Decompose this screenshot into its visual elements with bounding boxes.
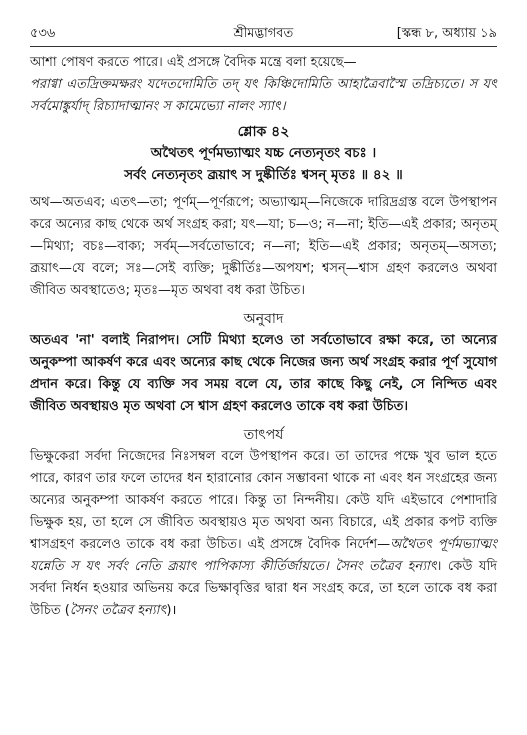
header-rule: [30, 46, 497, 47]
chapter-reference: [স্কন্ধ ৮, অধ্যায় ১৯: [396, 26, 497, 41]
purport-part-2: । কেউ যদি সর্বদা নির্ধন হওয়ার অভিনয় করে ভিক্ষাবৃত্তির দ্বারা ধন সংগ্রহ করে, তা হলে তাকে বধ করা উচিত (: [30, 559, 497, 618]
page-content: [30, 52, 497, 622]
purport-text: [30, 446, 497, 622]
page-number: ৫৩৬: [30, 26, 56, 41]
page-header: [30, 24, 497, 44]
purport-part-1: ভিক্ষুকেরা সর্বদা নিজেদের নিঃসম্বল বলে উপস্থাপন করে। তা তাদের পক্ষে খুব ভাল হতে পারে, কারণ তার ফলে তাদের ধন হারানোর কোন সম্ভাবনা থাকে না এবং ধন সংগ্রহের জন্য অন্যের অনুকম্পা আকর্ষণ করতে পারে। কিন্তু তা নিন্দনীয়। কেউ যদি এইভাবে পেশাদারি ভিক্ষুক হয়, তা হলে সে জীবিত অবস্থায়ও মৃত অথবা অন্য বিচারে, এই প্রকার কপট ব্যক্তি শ্বাসগ্রহণ করলেও তাকে বধ করা উচিত। এই প্রসঙ্গে বৈদিক নির্দেশ—: [30, 449, 497, 552]
book-title: শ্রীমদ্ভাগবত: [233, 26, 294, 41]
purport-part-3: )।: [166, 603, 177, 618]
purport-quote-2: সৈনং তত্রৈব হন্যাৎ: [69, 603, 167, 618]
translation-heading: অনুবাদ: [243, 311, 284, 327]
purport-vedic-quote: অথৈতৎ পূর্ণমভ্যাত্মং যন্নেতি স যৎ সর্বং নেতি ব্রূয়াৎ পাপিকাস্য কীর্তির্জায়তে। সৈনং তত্রৈব হন্যাৎ: [30, 537, 497, 574]
intro-paragraph: [30, 52, 497, 118]
word-synonyms: অথ—অতএব; এতৎ—তা; পূর্ণম্—পূর্ণরূপে; অভ্যাত্মম্—নিজেকে দারিদ্রগ্রস্ত বলে উপস্থাপন করে অন্যের কাছ থেকে অর্থ সংগ্রহ করা; যৎ—যা; চ—ও; ন—না; ইতি—এই প্রকার; অনৃতম্—মিথ্যা; বচঃ—বাক্য; সর্বম্—সর্বতোভাবে; ন—না; ইতি—এই প্রকার; অনৃতম্—অসত্য; ব্রূয়াৎ—যে বলে; সঃ—সেই ব্যক্তি; দুষ্কীর্তিঃ—অপযশ; শ্বসন্—শ্বাস গ্রহণ করলেও অথবা জীবিত অবস্থাতেও; মৃতঃ—মৃত অথবা বধ করা উচিত।: [30, 195, 497, 298]
translation-text: অতএব 'না' বলাই নিরাপদ। সেটি মিথ্যা হলেও তা সর্বতোভাবে রক্ষা করে, তা অন্যের অনুকম্পা আকর্ষণ করে এবং অন্যের কাছ থেকে নিজের জন্য অর্থ সংগ্রহ করার পূর্ণ সুযোগ প্রদান করে। কিন্তু যে ব্যক্তি সব সময় বলে যে, তার কাছে কিছু নেই, সে নিন্দিত এবং জীবিত অবস্থায়ও মৃত অথবা সে শ্বাস গ্রহণ করলেও তাকে বধ করা উচিত।: [30, 333, 497, 414]
verse-line-2: সর্বং নেত্যনৃতং ব্রূয়াৎ স দুষ্কীর্তিঃ শ্বসন্ মৃতঃ ॥ ৪২ ॥: [124, 167, 403, 183]
verse-heading: শ্লোক ৪২: [237, 124, 290, 140]
intro-vedic-quote: পরাগ্বা এতদ্রিক্তমক্ষরং যদেতদোমিতি তদ্ যৎ কিঞ্চিদোমিতি আহাত্রৈবাস্মৈ তদ্রিচ্যতে। স যৎ সর্বমোঙ্কুর্যাদ্ রিচ্যাদাত্মানং স কামেভ্যো নালং স্যাৎ।: [30, 77, 497, 114]
verse-line-1: অথৈতৎ পূর্ণমভ্যাত্মং যচ্চ নেত্যনৃতং বচঃ ।: [150, 145, 377, 161]
purport-heading: তাৎপর্য: [243, 427, 284, 443]
intro-text: আশা পোষণ করতে পারে। এই প্রসঙ্গে বৈদিক মন্ত্রে বলা হয়েছে—: [30, 55, 357, 70]
